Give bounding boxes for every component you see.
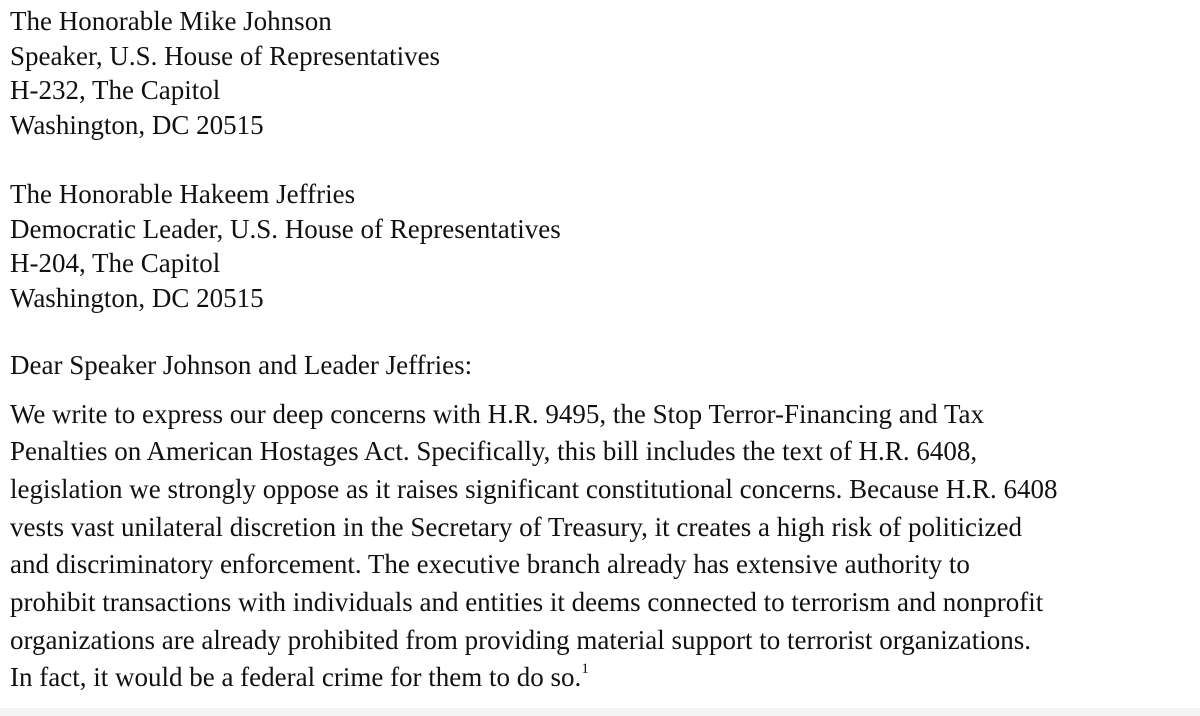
body-line: prohibit transactions with individuals and entities it deems connected to terrorism and nonprofit — [10, 587, 1044, 618]
recipient-name: The Honorable Hakeem Jeffries — [10, 179, 356, 209]
body-line-last — [10, 659, 1190, 697]
body-line: Penalties on American Hostages Act. Specifically, this bill includes the text of H.R. 6408, — [10, 436, 978, 467]
salutation: Dear Speaker Johnson and Leader Jeffries: — [10, 350, 473, 380]
body-line: and discriminatory enforcement. The executive branch already has extensive authority to — [10, 549, 970, 580]
body-line: vests vast unilateral discretion in the Secretary of Treasury, it creates a high risk of politicized — [10, 511, 1022, 542]
recipient-office: H-232, The Capitol — [10, 75, 221, 105]
spacer — [10, 315, 1190, 348]
letter-document — [10, 4, 1190, 697]
recipient-city: Washington, DC 20515 — [10, 282, 264, 313]
spacer — [10, 142, 1190, 177]
recipient-title: Speaker, U.S. House of Representatives — [10, 40, 441, 71]
spacer — [10, 383, 1190, 396]
body-line: We write to express our deep concerns with H.R. 9495, the Stop Terror-Financing and Tax — [10, 398, 985, 429]
recipient-title: Democratic Leader, U.S. House of Representatives — [10, 213, 561, 244]
body-line-text: In fact, it would be a federal crime for them to do so. — [10, 662, 582, 693]
recipient-address-jeffries — [10, 177, 1190, 315]
body-paragraph — [10, 396, 1190, 698]
body-line: organizations are already prohibited from providing material support to terrorist organizations. — [10, 624, 1031, 655]
footnote-marker[interactable]: 1 — [581, 661, 589, 678]
recipient-city: Washington, DC 20515 — [10, 109, 264, 140]
recipient-office: H-204, The Capitol — [10, 248, 221, 278]
recipient-name: The Honorable Mike Johnson — [10, 6, 332, 36]
recipient-address-johnson — [10, 4, 1190, 142]
page-bottom-edge — [0, 708, 1200, 716]
body-line: legislation we strongly oppose as it raises significant constitutional concerns. Because H.R. 6408 — [10, 473, 1058, 504]
